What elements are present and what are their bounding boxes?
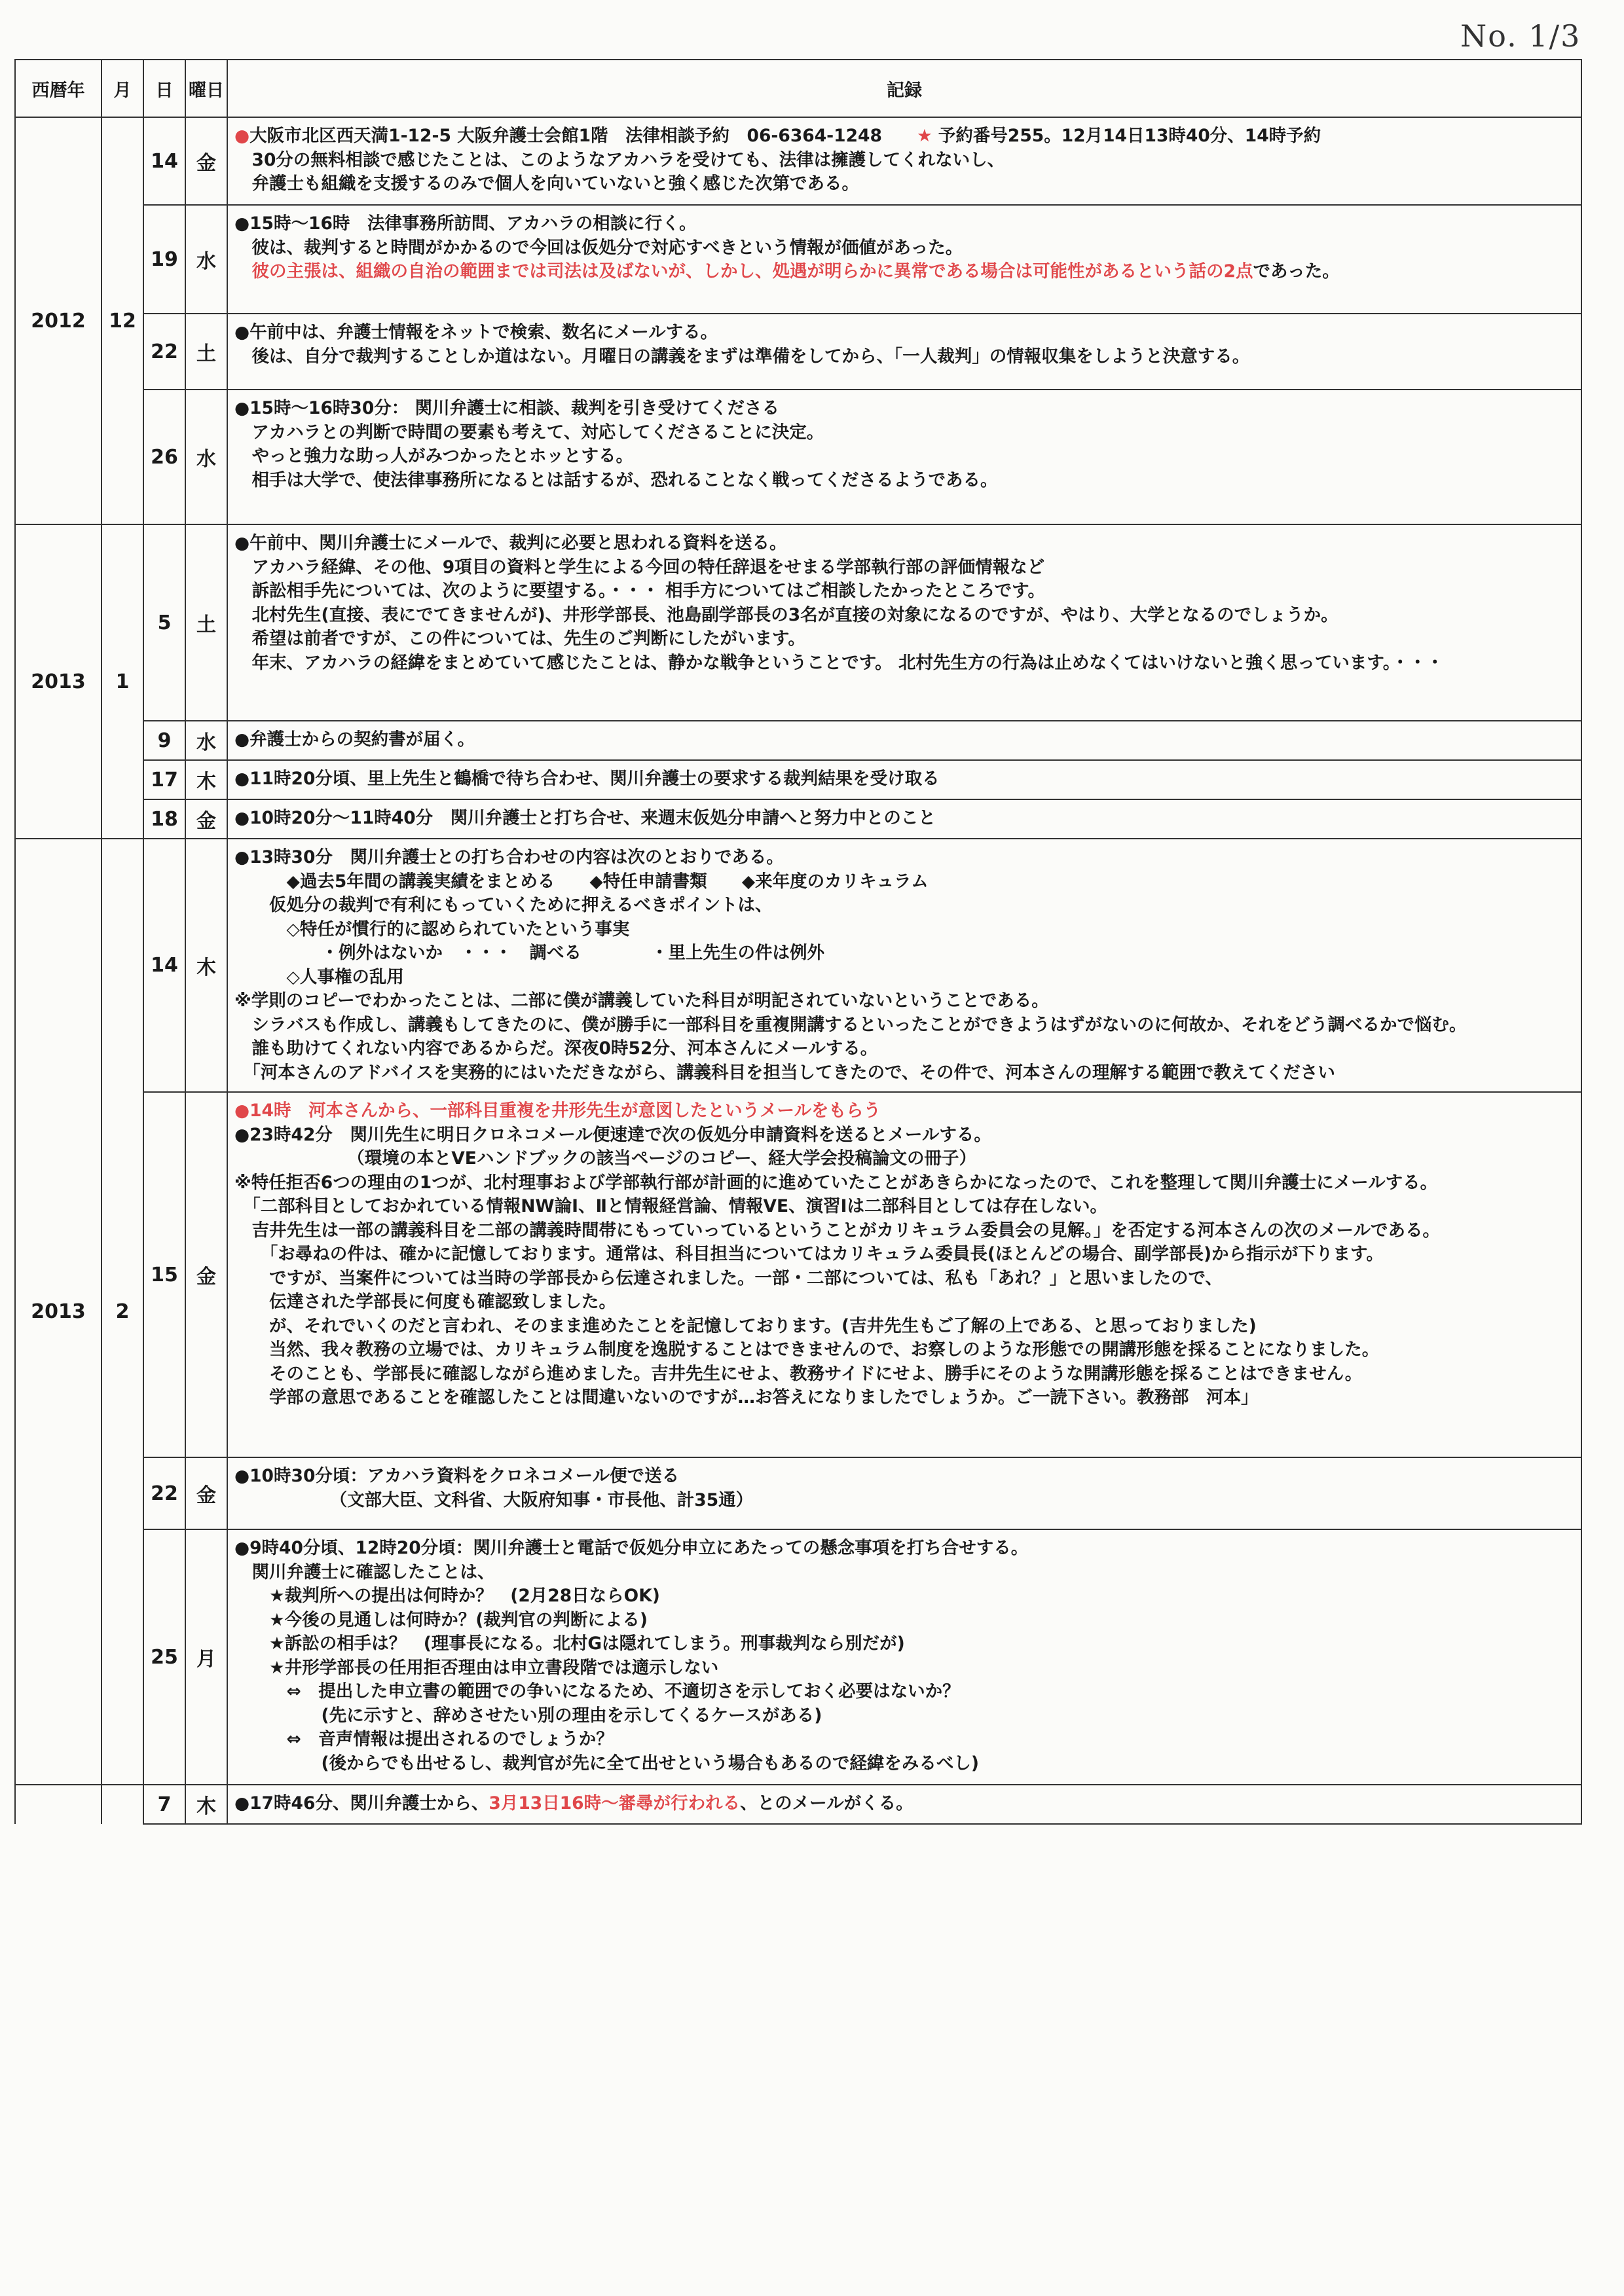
- weekday-cell: 水: [185, 390, 227, 524]
- weekday-cell: 水: [185, 721, 227, 760]
- record-line: [234, 1219, 1572, 1243]
- header-month: 月: [101, 60, 143, 117]
- record-line: [234, 1099, 1572, 1123]
- header-day: 日: [143, 60, 185, 117]
- record-text: そのことも、学部長に確認しながら進めました。吉井先生にせよ、教務サイドにせよ、勝手にそのような開講形態を採ることはできません。: [234, 1363, 1363, 1384]
- record-text: 誰も助けてくれない内容であるからだ。深夜0時52分、河本さんにメールする。: [234, 1038, 878, 1059]
- record-text: ですが、当案件については当時の学部長から伝達されました。一部・二部については、私も「あれ？」と思いましたので、: [234, 1267, 1223, 1288]
- record-text: 関川弁護士に確認したことは、: [234, 1561, 495, 1582]
- record-line: [234, 445, 1572, 469]
- record-text: ●弁護士からの契約書が届く。: [234, 729, 475, 750]
- table-row: [15, 799, 1581, 839]
- record-text: ●10時30分頃：アカハラ資料をクロネコメール便で送る: [234, 1466, 680, 1486]
- record-text: 北村先生(直接、表にでてきませんが)、井形学部長、池島副学部長の3名が直接の対象になるのですが、やはり、大学となるのでしょうか。: [234, 604, 1338, 625]
- day-cell: 14: [143, 117, 185, 205]
- weekday-cell: 金: [185, 1457, 227, 1529]
- record-cell: [227, 760, 1581, 799]
- day-cell: 18: [143, 799, 185, 839]
- record-cell: [227, 1092, 1581, 1457]
- header-year: 西暦年: [15, 60, 101, 117]
- record-line: [234, 124, 1572, 149]
- record-text: 「お尋ねの件は、確かに記憶しております。通常は、科目担当についてはカリキュラム委員長(ほとんどの場合、副学部長)から指示が下ります。: [234, 1244, 1384, 1264]
- record-text: ●9時40分頃、12時20分頃：関川弁護士と電話で仮処分申立にあたっての懸念事項を打ち合せする。: [234, 1538, 1029, 1558]
- record-text: ●10時20分～11時40分 関川弁護士と打ち合せ、来週末仮処分申請へと努力中とのこと: [234, 808, 936, 828]
- month-cell: [101, 1785, 143, 1824]
- table-row: [15, 1785, 1581, 1824]
- record-line: [234, 1243, 1572, 1267]
- table-row: [15, 721, 1581, 760]
- record-text: 相手は大学で、使法律事務所になるとは話するが、恐れることなく戦ってくださるようである。: [234, 469, 998, 490]
- record-text: ★井形学部長の任用拒否理由は申立書段階では適示しない: [234, 1657, 719, 1678]
- record-text: が、それでいくのだと言われ、そのまま進めたことを記憶しております。(吉井先生もご了解の上である、と思っておりました): [234, 1315, 1257, 1336]
- record-text: 大阪市北区西天満1-12-5 大阪弁護士会館1階 法律相談予約 06-6364-1248: [249, 126, 917, 146]
- day-cell: 7: [143, 1785, 185, 1824]
- record-text: 後は、自分で裁判することしか道はない。月曜日の講義をまずは準備をしてから、「一人裁判」の情報収集をしようと決意する。: [234, 346, 1250, 367]
- record-line: [234, 1489, 1572, 1513]
- table-row: [15, 1092, 1581, 1457]
- record-line: [234, 918, 1572, 942]
- record-line: [234, 651, 1572, 676]
- record-line: [234, 236, 1572, 261]
- record-line: [234, 1632, 1572, 1656]
- weekday-cell: 土: [185, 314, 227, 390]
- record-line: [234, 579, 1572, 604]
- record-cell: [227, 1457, 1581, 1529]
- highlight-text: 3月13日16時～審尋が行われる: [489, 1793, 741, 1813]
- weekday-cell: 金: [185, 117, 227, 205]
- record-text: （環境の本とVEハンドブックの該当ページのコピー、経大学会投稿論文の冊子）: [234, 1148, 977, 1169]
- record-text: ★訴訟の相手は？ (理事長になる。北村Gは隠れてしまう。刑事裁判なら別だが): [234, 1633, 905, 1654]
- record-text: ※特任拒否6つの理由の1つが、北村理事および学部執行部が計画的に進めていたことがあきらかになったので、これを整理して関川弁護士にメールする。: [234, 1172, 1438, 1193]
- highlight-text: ★: [916, 126, 932, 146]
- record-line: [234, 321, 1572, 345]
- record-text: 年末、アカハラの経緯をまとめていて感じたことは、静かな戦争ということです。 北村先生方の行為は止めなくてはいけないと強く思っています。・・・: [234, 652, 1444, 673]
- record-line: [234, 870, 1572, 894]
- record-line: [234, 1386, 1572, 1410]
- record-line: [234, 941, 1572, 966]
- record-line: [234, 767, 1572, 792]
- record-line: [234, 1037, 1572, 1061]
- record-text: ●23時42分 関川先生に明日クロネコメール便速達で次の仮処分申請資料を送るとメールする。: [234, 1124, 991, 1145]
- year-cell: 2012: [15, 117, 101, 524]
- record-line: [234, 1338, 1572, 1362]
- record-cell: [227, 721, 1581, 760]
- month-cell: 2: [101, 839, 143, 1785]
- record-line: [234, 1195, 1572, 1219]
- record-line: [234, 1290, 1572, 1315]
- record-text: ●午前中は、弁護士情報をネットで検索、数名にメールする。: [234, 322, 718, 342]
- record-cell: [227, 799, 1581, 839]
- record-line: [234, 1013, 1572, 1038]
- day-cell: 9: [143, 721, 185, 760]
- record-text: やっと強力な助っ人がみつかったとホッとする。: [234, 446, 633, 466]
- record-line: [234, 1061, 1572, 1085]
- table-row: [15, 524, 1581, 721]
- record-text: 希望は前者ですが、この件については、先生のご判断にしたがいます。: [234, 629, 805, 649]
- record-text: ★裁判所への提出は何時か？ (2月28日ならOK): [234, 1586, 660, 1606]
- record-text: ●15時～16時30分： 関川弁護士に相談、裁判を引き受けてくださる: [234, 398, 779, 418]
- record-line: [234, 1609, 1572, 1633]
- table-row: [15, 390, 1581, 524]
- weekday-cell: 木: [185, 760, 227, 799]
- month-cell: 1: [101, 524, 143, 839]
- year-cell: 2013: [15, 524, 101, 839]
- year-cell: [15, 1785, 101, 1824]
- record-text: 弁護士も組織を支援するのみで個人を向いていないと強く感じた次第である。: [234, 173, 859, 194]
- weekday-cell: 水: [185, 205, 227, 314]
- record-text: 学部の意思であることを確認したことは間違いないのですが…お答えになりましたでしょうか。ご一読下さい。教務部 河本」: [234, 1387, 1259, 1408]
- record-line: [234, 627, 1572, 651]
- day-cell: 25: [143, 1529, 185, 1785]
- record-line: [234, 1680, 1572, 1704]
- record-cell: [227, 390, 1581, 524]
- record-line: [234, 1704, 1572, 1728]
- weekday-cell: 土: [185, 524, 227, 721]
- day-cell: 17: [143, 760, 185, 799]
- record-text: であった。: [1253, 261, 1340, 282]
- day-cell: 14: [143, 839, 185, 1092]
- day-cell: 26: [143, 390, 185, 524]
- record-line: [234, 846, 1572, 870]
- record-text: 吉井先生は一部の講義科目を二部の講義時間帯にもっていっているということがカリキュラム委員会の見解。」を否定する河本さんの次のメールである。: [234, 1220, 1440, 1241]
- weekday-cell: 木: [185, 839, 227, 1092]
- header-record: 記録: [227, 60, 1581, 117]
- record-cell: [227, 1529, 1581, 1785]
- record-line: [234, 1792, 1572, 1816]
- table-row: [15, 1457, 1581, 1529]
- table-row: [15, 839, 1581, 1092]
- record-line: [234, 1537, 1572, 1561]
- record-line: [234, 807, 1572, 831]
- record-text: 、とのメールがくる。: [740, 1793, 913, 1813]
- record-cell: [227, 314, 1581, 390]
- record-line: [234, 894, 1572, 918]
- record-text: 「二部科目としておかれている情報NW論Ⅰ、Ⅱと情報経営論、情報VE、演習Ⅰは二部科目としては存在しない。: [234, 1196, 1107, 1216]
- year-cell: 2013: [15, 839, 101, 1785]
- record-text: ・例外はないか ・・・ 調べる ・里上先生の件は例外: [234, 943, 824, 963]
- record-text: 30分の無料相談で感じたことは、このようなアカハラを受けても、法律は擁護してくれないし、: [234, 149, 1005, 170]
- record-text: アカハラ経緯、その他、9項目の資料と学生による今回の特任辞退をせまる学部執行部の評価情報など: [234, 556, 1045, 577]
- record-text: アカハラとの判断で時間の要素も考えて、対応してくださることに決定。: [234, 422, 824, 443]
- record-line: [234, 469, 1572, 493]
- record-line: [234, 260, 1572, 284]
- highlight-text: 彼の主張は、組織の自治の範囲までは司法は及ばないが、しかし、処遇が明らかに異常である場合は可能性があるという話の2点: [234, 261, 1253, 282]
- record-text: ◆過去5年間の講義実績をまとめる ◆特任申請書類 ◆来年度のカリキュラム: [234, 871, 929, 892]
- weekday-cell: 金: [185, 799, 227, 839]
- header-row: [15, 60, 1581, 117]
- table-row: [15, 1529, 1581, 1785]
- record-cell: [227, 117, 1581, 205]
- record-text: ⇔ 提出した申立書の範囲での争いになるため、不適切さを示しておく必要はないか？: [234, 1681, 960, 1702]
- record-text: シラバスも作成し、講義もしてきたのに、僕が勝手に一部科目を重複開講するといったことができようはずがないのに何故か、それをどう調べるかで悩む。: [234, 1014, 1467, 1035]
- record-text: 当然、我々教務の立場では、カリキュラム制度を逸脱することはできませんので、お察しのような形態での開講形態を採ることになりました。: [234, 1339, 1380, 1360]
- page-number: No. 1/3: [1460, 18, 1581, 54]
- record-line: [234, 1752, 1572, 1776]
- record-text: 「河本さんのアドバイスを実務的にはいただきながら、講義科目を担当してきたので、その件で、河本さんの理解する範囲で教えてください: [234, 1062, 1335, 1083]
- day-cell: 22: [143, 1457, 185, 1529]
- record-text: ⇔ 音声情報は提出されるのでしょうか？: [234, 1729, 614, 1749]
- weekday-cell: 木: [185, 1785, 227, 1824]
- record-text: (後からでも出せるし、裁判官が先に全て出せという場合もあるので経緯をみるべし): [234, 1753, 979, 1774]
- record-text: ●11時20分頃、里上先生と鶴橋で待ち合わせ、関川弁護士の要求する裁判結果を受け取る: [234, 769, 940, 789]
- table-row: [15, 314, 1581, 390]
- record-line: [234, 1656, 1572, 1681]
- record-line: [234, 1171, 1572, 1195]
- record-line: [234, 1123, 1572, 1148]
- record-line: [234, 421, 1572, 445]
- day-cell: 19: [143, 205, 185, 314]
- record-cell: [227, 1785, 1581, 1824]
- weekday-cell: 金: [185, 1092, 227, 1457]
- table-row: [15, 760, 1581, 799]
- record-text: 訴訟相手先については、次のように要望する。・・・ 相手方についてはご相談したかったところです。: [234, 581, 1046, 601]
- record-text: 予約番号255。12月14日13時40分、14時予約: [932, 126, 1321, 146]
- day-cell: 22: [143, 314, 185, 390]
- record-line: [234, 149, 1572, 173]
- record-cell: [227, 524, 1581, 721]
- record-line: [234, 989, 1572, 1013]
- record-text: ◇人事権の乱用: [234, 966, 404, 987]
- record-line: [234, 1728, 1572, 1752]
- day-cell: 15: [143, 1092, 185, 1457]
- record-line: [234, 532, 1572, 556]
- record-line: [234, 1362, 1572, 1387]
- record-text: （文部大臣、文科省、大阪府知事・市長他、計35通）: [234, 1489, 754, 1510]
- record-text: ★今後の見通しは何時か？(裁判官の判断による): [234, 1609, 648, 1630]
- record-text: ●午前中、関川弁護士にメールで、裁判に必要と思われる資料を送る。: [234, 533, 787, 553]
- record-line: [234, 172, 1572, 196]
- record-line: [234, 1315, 1572, 1339]
- record-line: [234, 604, 1572, 628]
- record-text: 伝達された学部長に何度も確認致しました。: [234, 1292, 616, 1312]
- record-text: 仮処分の裁判で有利にもっていくために押えるべきポイントは、: [234, 895, 773, 915]
- table-row: [15, 205, 1581, 314]
- record-line: [234, 1561, 1572, 1585]
- record-text: 彼は、裁判すると時間がかかるので今回は仮処分で対応すべきという情報が価値があった。: [234, 237, 963, 258]
- record-text: (先に示すと、辞めさせたい別の理由を示してくるケースがある): [234, 1705, 822, 1726]
- record-line: [234, 966, 1572, 990]
- record-text: ◇特任が慣行的に認められていたという事実: [234, 919, 630, 939]
- record-line: [234, 1465, 1572, 1489]
- highlight-text: ●: [234, 126, 250, 146]
- record-line: [234, 345, 1572, 369]
- record-text: ※学則のコピーでわかったことは、二部に僕が講義していた科目が明記されていないということである。: [234, 991, 1049, 1011]
- record-line: [234, 1584, 1572, 1609]
- weekday-cell: 月: [185, 1529, 227, 1785]
- record-line: [234, 212, 1572, 236]
- record-text: ●15時～16時 法律事務所訪問、アカハラの相談に行く。: [234, 213, 697, 234]
- record-table: [14, 59, 1582, 1825]
- record-text: ●13時30分 関川弁護士との打ち合わせの内容は次のとおりである。: [234, 847, 784, 867]
- header-weekday: 曜日: [185, 60, 227, 117]
- record-line: [234, 1267, 1572, 1291]
- month-cell: 12: [101, 117, 143, 524]
- record-cell: [227, 839, 1581, 1092]
- record-line: [234, 728, 1572, 752]
- table-row: [15, 117, 1581, 205]
- record-line: [234, 397, 1572, 421]
- record-text: ●17時46分、関川弁護士から、: [234, 1793, 489, 1813]
- record-cell: [227, 205, 1581, 314]
- record-line: [234, 556, 1572, 580]
- day-cell: 5: [143, 524, 185, 721]
- record-line: [234, 1147, 1572, 1171]
- highlight-text: ●14時 河本さんから、一部科目重複を井形先生が意図したというメールをもらう: [234, 1101, 881, 1121]
